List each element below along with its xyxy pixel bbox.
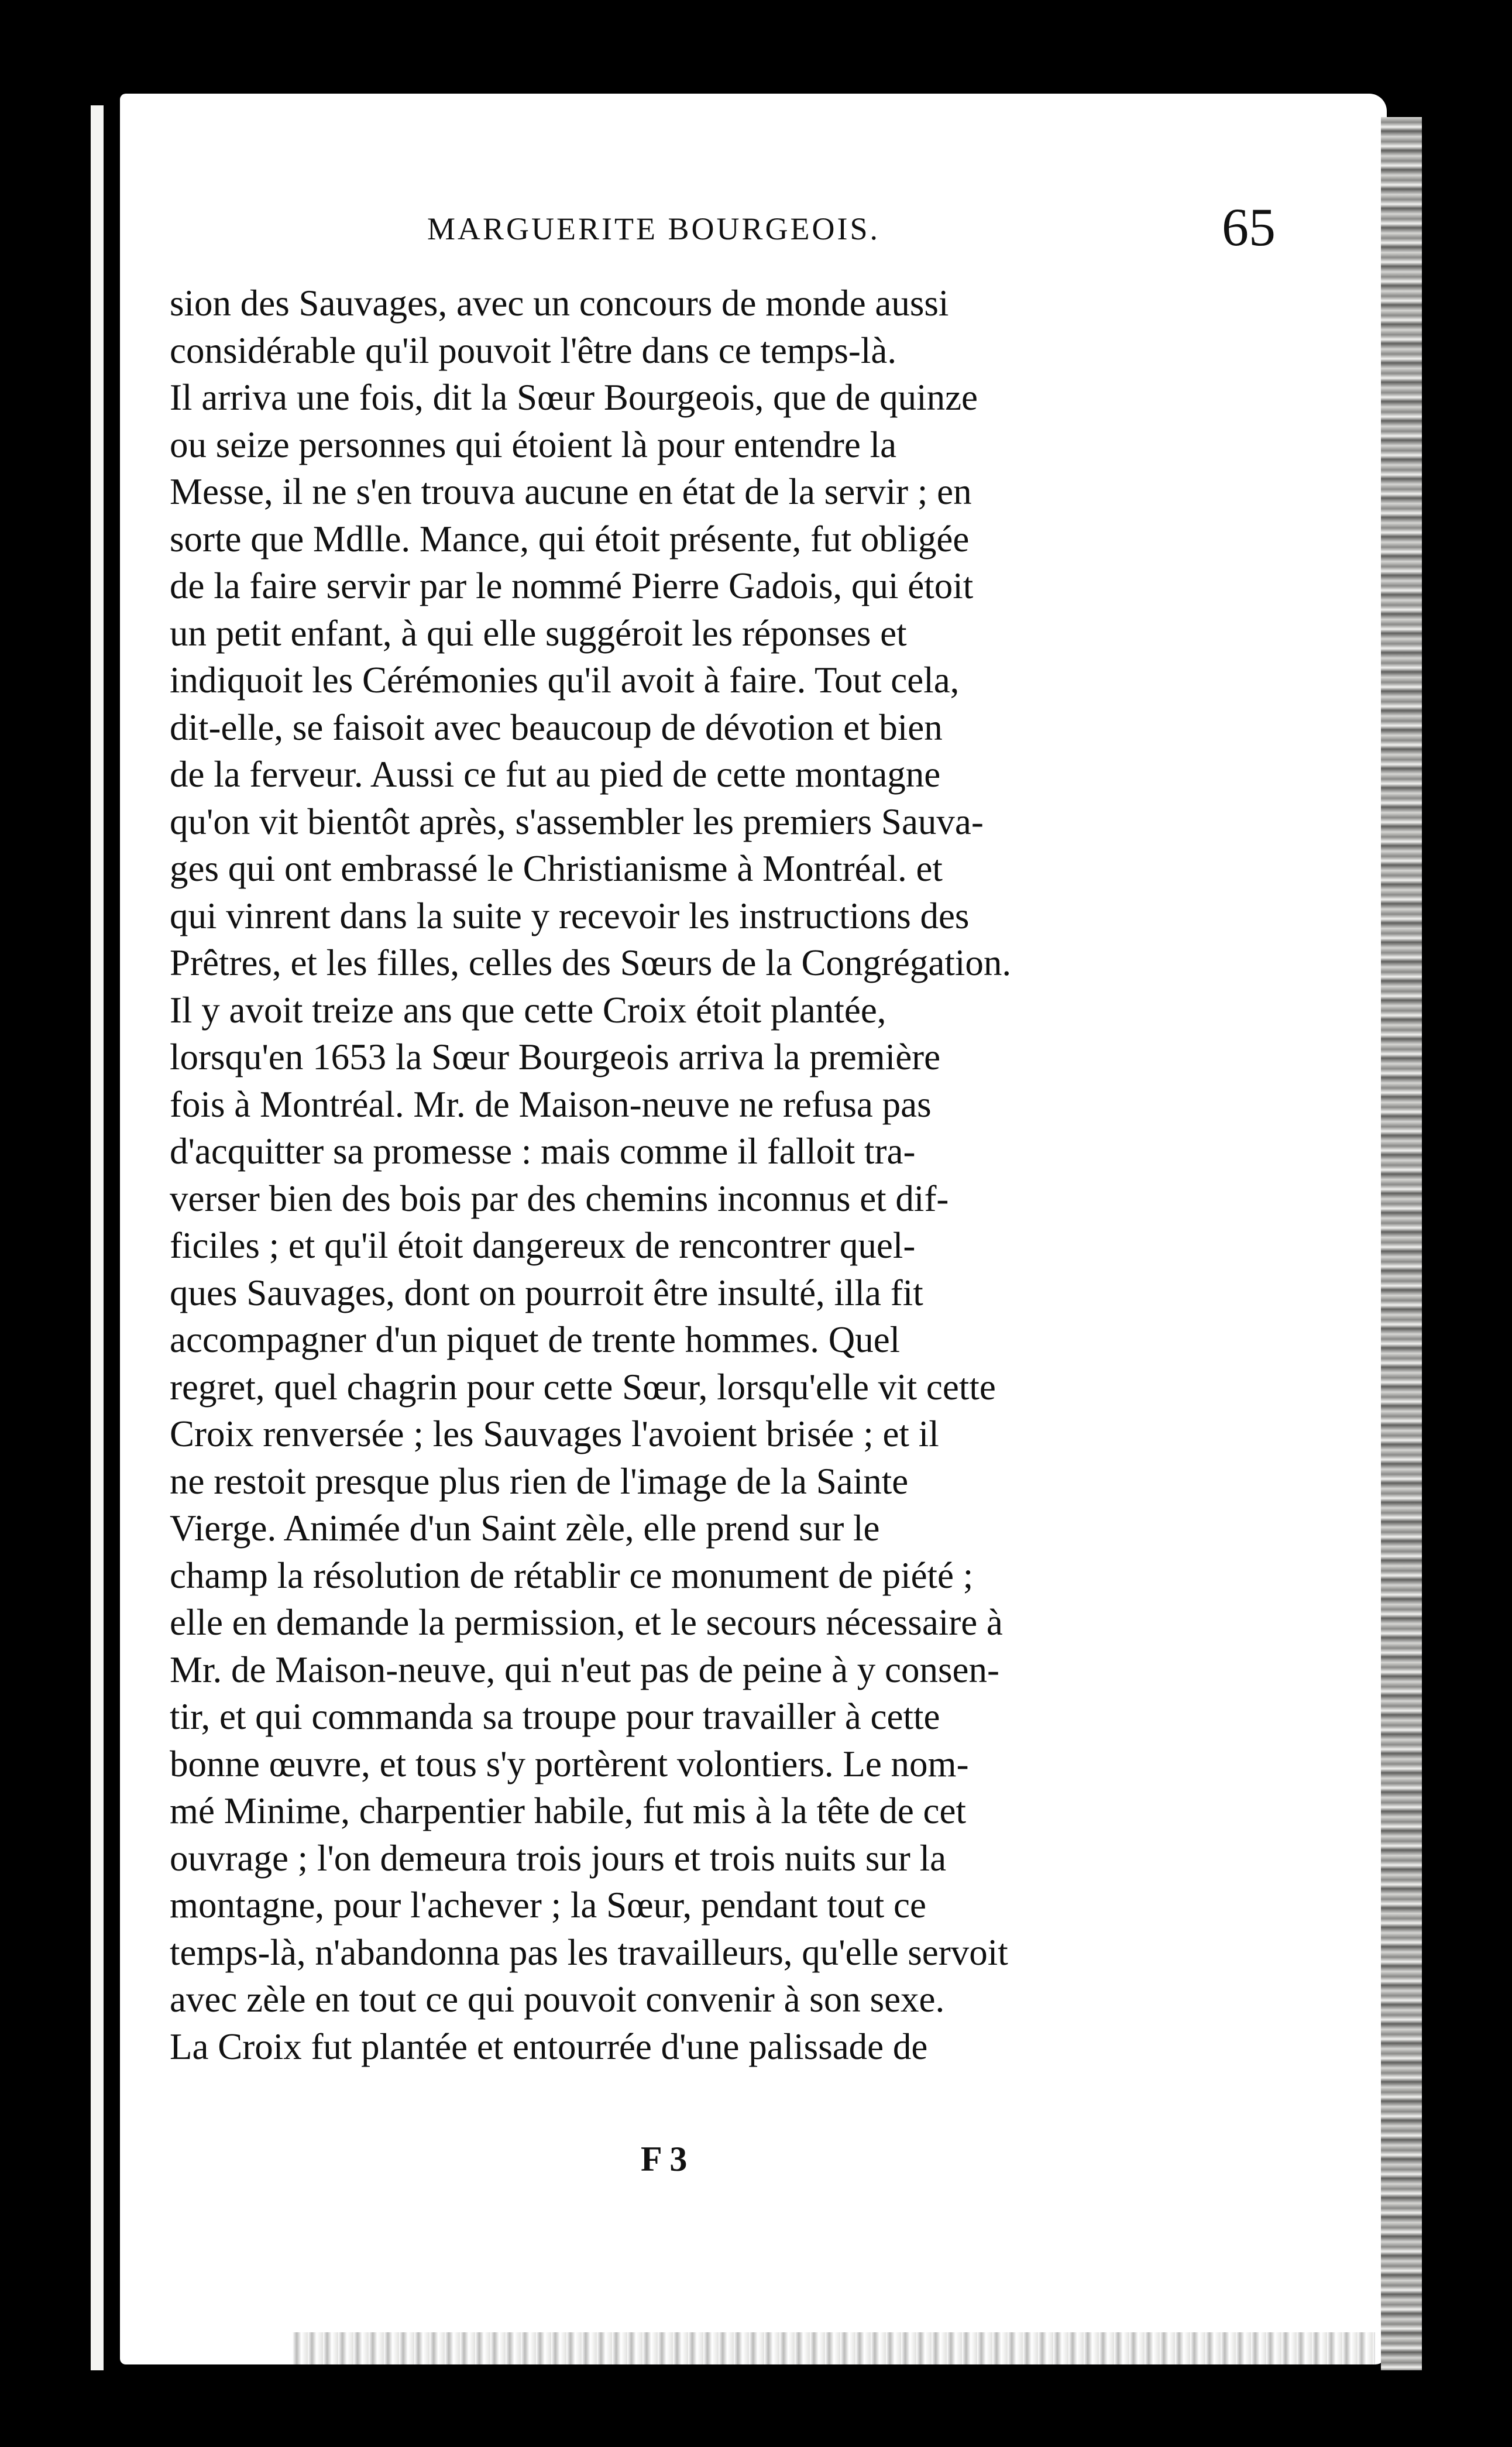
page-right-edge <box>1381 117 1422 2370</box>
text-line: sorte que Mdlle. Mance, qui étoit présente, fut obligée <box>170 518 970 560</box>
text-line: La Croix fut plantée et entourrée d'une palissade de <box>170 2026 928 2067</box>
text-line: Il arriva une fois, dit la Sœur Bourgeois, que de quinze <box>170 377 978 418</box>
page-number: 65 <box>1222 197 1276 257</box>
text-line: Vierge. Animée d'un Saint zèle, elle prend sur le <box>170 1508 880 1549</box>
text-line: qui vinrent dans la suite y recevoir les instructions des <box>170 895 970 936</box>
text-line: Il y avoit treize ans que cette Croix étoit plantée, <box>170 989 886 1031</box>
text-line: de la faire servir par le nommé Pierre Gadois, qui étoit <box>170 565 974 606</box>
text-line: ne restoit presque plus rien de l'image de la Sainte <box>170 1460 909 1502</box>
text-line: ou seize personnes qui étoient là pour entendre la <box>170 424 897 465</box>
page-bottom-edge <box>293 2332 1375 2364</box>
text-line: champ la résolution de rétablir ce monument de piété ; <box>170 1554 974 1596</box>
text-line: considérable qu'il pouvoit l'être dans ce temps-là. <box>170 330 897 371</box>
signature-mark: F 3 <box>641 2140 688 2178</box>
text-line: Prêtres, et les filles, celles des Sœurs de la Congrégation. <box>170 942 1012 983</box>
text-line: regret, quel chagrin pour cette Sœur, lorsqu'elle vit cette <box>170 1366 996 1408</box>
text-line: d'acquitter sa promesse : mais comme il falloit tra- <box>170 1131 916 1172</box>
text-line: Mr. de Maison-neuve, qui n'eut pas de peine à y consen- <box>170 1649 999 1690</box>
text-line: mé Minime, charpentier habile, fut mis à la tête de cet <box>170 1790 966 1831</box>
page-header <box>427 196 1276 260</box>
text-line: temps-là, n'abandonna pas les travailleurs, qu'elle servoit <box>170 1931 1008 1973</box>
text-line: ficiles ; et qu'il étoit dangereux de rencontrer quel- <box>170 1225 916 1266</box>
text-line: avec zèle en tout ce qui pouvoit convenir à son sexe. <box>170 1979 945 2020</box>
text-line: accompagner d'un piquet de trente hommes. Quel <box>170 1319 901 1360</box>
text-line: un petit enfant, à qui elle suggéroit les réponses et <box>170 612 907 654</box>
text-line: ouvrage ; l'on demeura trois jours et trois nuits sur la <box>170 1837 947 1879</box>
text-line: Messe, il ne s'en trouva aucune en état de la servir ; en <box>170 471 972 512</box>
text-line: de la ferveur. Aussi ce fut au pied de cette montagne <box>170 754 941 795</box>
text-line: tir, et qui commanda sa troupe pour travailler à cette <box>170 1696 940 1737</box>
text-line: sion des Sauvages, avec un concours de monde aussi <box>170 283 949 324</box>
text-line: bonne œuvre, et tous s'y portèrent volontiers. Le nom- <box>170 1743 969 1784</box>
text-line: dit-elle, se faisoit avec beaucoup de dévotion et bien <box>170 706 943 748</box>
body-text <box>170 280 1281 2070</box>
text-line: verser bien des bois par des chemins inconnus et dif- <box>170 1178 949 1219</box>
text-line: fois à Montréal. Mr. de Maison-neuve ne refusa pas <box>170 1083 932 1125</box>
text-line: ques Sauvages, dont on pourroit être insulté, illa fit <box>170 1272 923 1313</box>
binding-fold-line <box>91 105 104 2370</box>
text-line: qu'on vit bientôt après, s'assembler les premiers Sauva- <box>170 801 984 842</box>
text-line: indiquoit les Cérémonies qu'il avoit à faire. Tout cela, <box>170 660 960 701</box>
text-line: montagne, pour l'achever ; la Sœur, pendant tout ce <box>170 1885 926 1926</box>
text-line: ges qui ont embrassé le Christianisme à Montréal. et <box>170 848 943 889</box>
text-line: elle en demande la permission, et le secours nécessaire à <box>170 1602 1003 1643</box>
running-title: MARGUERITE BOURGEOIS. <box>427 211 881 246</box>
text-line: Croix renversée ; les Sauvages l'avoient brisée ; et il <box>170 1413 939 1454</box>
text-line: lorsqu'en 1653 la Sœur Bourgeois arriva la première <box>170 1037 941 1077</box>
